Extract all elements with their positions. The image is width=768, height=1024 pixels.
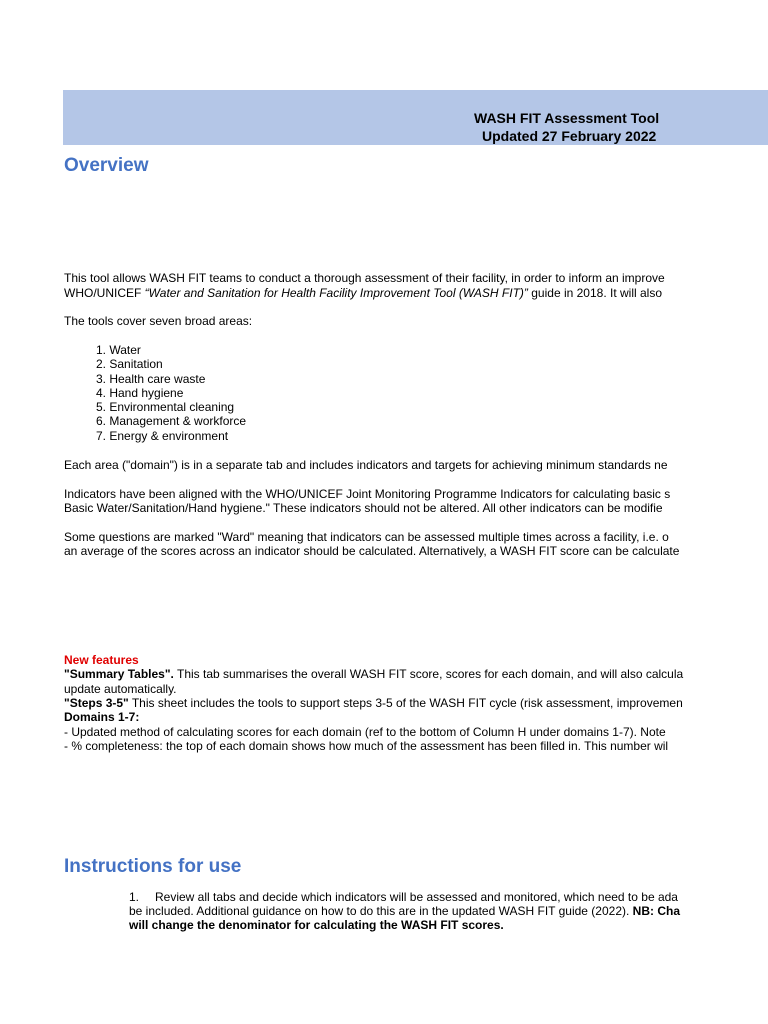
area-item-hand-hygiene: 4. Hand hygiene bbox=[96, 385, 184, 400]
intro-line-1: This tool allows WASH FIT teams to conduct a thorough assessment of their facility, in order to inform an improve bbox=[64, 271, 665, 285]
header-band bbox=[63, 90, 768, 145]
domains-line-1: - Updated method of calculating scores for each domain (ref to the bottom of Column H under domains 1-7). Note bbox=[64, 725, 666, 739]
domains-line-2: - % completeness: the top of each domain shows how much of the assessment has been filled in. This number wil bbox=[64, 739, 669, 753]
ward-line-2: an average of the scores across an indicator should be calculated. Alternatively, a WASH FIT score can be calculate bbox=[64, 544, 680, 558]
areas-list bbox=[96, 343, 246, 443]
step-1-number: 1. bbox=[129, 890, 140, 904]
intro-line-2 bbox=[64, 286, 704, 300]
intro-line-2-prefix: WHO/UNICEF bbox=[64, 286, 145, 300]
area-item-management-workforce: 6. Management & workforce bbox=[96, 414, 247, 429]
jmp-line-2: Basic Water/Sanitation/Hand hygiene." These indicators should not be altered. All other indicators can be modifie bbox=[64, 501, 663, 515]
area-item-sanitation: 2. Sanitation bbox=[96, 357, 163, 372]
step-1-line-1: Review all tabs and decide which indicators will be assessed and monitored, which need to be ada bbox=[155, 890, 678, 904]
step-1-note-start: NB: Cha bbox=[632, 904, 681, 918]
area-item-energy-environment: 7. Energy & environment bbox=[96, 428, 229, 443]
updated-date: Updated 27 February 2022 bbox=[482, 128, 657, 144]
step-1-note-end: will change the denominator for calculating the WASH FIT scores. bbox=[129, 918, 504, 932]
overview-heading: Overview bbox=[64, 155, 149, 176]
steps-text: This sheet includes the tools to support steps 3-5 of the WASH FIT cycle (risk assessment, improvemen bbox=[128, 696, 683, 710]
summary-tables-text: This tab summarises the overall WASH FIT score, scores for each domain, and will also calcula bbox=[173, 667, 684, 681]
new-features-heading: New features bbox=[64, 653, 139, 667]
steps-line bbox=[64, 696, 704, 710]
guide-title: “Water and Sanitation for Health Facility Improvement Tool (WASH FIT)” bbox=[144, 286, 528, 300]
tool-title: WASH FIT Assessment Tool bbox=[474, 110, 660, 126]
step-1-line-2-text: be included. Additional guidance on how to do this are in the updated WASH FIT guide (2022). bbox=[129, 904, 633, 918]
intro-line-2-suffix: guide in 2018. It will also bbox=[527, 286, 663, 300]
summary-tables-line bbox=[64, 667, 704, 681]
domains-label: Domains 1-7: bbox=[64, 710, 140, 724]
domains-heading bbox=[64, 710, 139, 724]
jmp-line-1: Indicators have been aligned with the WHO/UNICEF Joint Monitoring Programme Indicators for calculating basic s bbox=[64, 487, 671, 501]
summary-tables-label: "Summary Tables". bbox=[64, 667, 174, 681]
step-1-line-3 bbox=[129, 918, 504, 932]
area-item-environmental-cleaning: 5. Environmental cleaning bbox=[96, 400, 235, 415]
steps-label: "Steps 3-5" bbox=[64, 696, 129, 710]
instructions-heading: Instructions for use bbox=[64, 856, 242, 877]
area-item-health-care-waste: 3. Health care waste bbox=[96, 371, 206, 386]
summary-tables-line-2: update automatically. bbox=[64, 682, 177, 696]
step-1-line-2 bbox=[129, 904, 703, 918]
ward-line-1: Some questions are marked "Ward" meaning that indicators can be assessed multiple times across a facility, i.e. o bbox=[64, 530, 669, 544]
areas-intro: The tools cover seven broad areas: bbox=[64, 314, 253, 328]
area-item-water: 1. Water bbox=[96, 343, 141, 357]
domain-note: Each area ("domain") is in a separate tab and includes indicators and targets for achieving minimum standards ne bbox=[64, 458, 668, 472]
